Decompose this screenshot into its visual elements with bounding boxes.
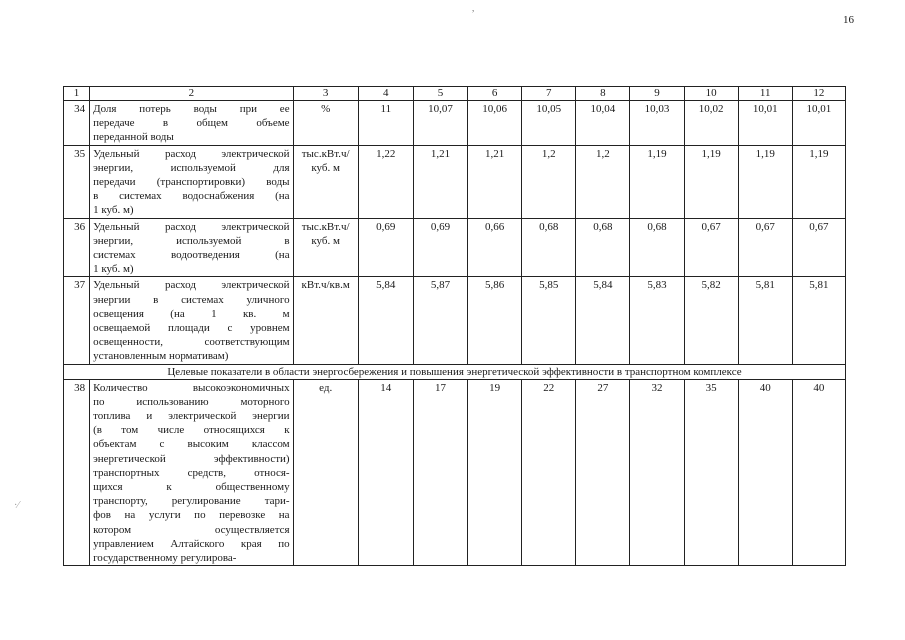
indicator-name-line: фов на услуги по перевозке на xyxy=(93,509,290,522)
unit-cell xyxy=(293,101,358,146)
column-number-cell: 9 xyxy=(630,87,684,101)
value-cell: 1,19 xyxy=(630,145,684,218)
value-cell: 5,85 xyxy=(522,277,576,364)
indicator-name-line: Удельный расход электрической xyxy=(93,147,290,160)
indicator-name-line: Количество высокоэкономичных xyxy=(93,381,290,394)
indicator-name-cell xyxy=(90,101,294,146)
value-cell: 40 xyxy=(738,379,792,566)
indicator-name-cell xyxy=(90,379,294,566)
value-cell: 0,67 xyxy=(738,218,792,277)
indicator-name-line: котором осуществляется xyxy=(93,523,290,536)
value-cell: 10,01 xyxy=(738,101,792,146)
indicator-name-line: энергии, используемой в xyxy=(93,234,290,247)
indicator-name-line: в системах водоснабжения (на xyxy=(93,190,290,203)
value-cell: 1,21 xyxy=(468,145,522,218)
value-cell: 1,22 xyxy=(358,145,413,218)
indicator-name-line: системах водоотведения (на xyxy=(93,249,290,262)
unit-line: % xyxy=(321,103,331,115)
section-header-row xyxy=(64,364,846,379)
indicator-name-line: топлива и электрической энергии xyxy=(93,410,290,423)
value-cell: 5,81 xyxy=(792,277,845,364)
column-number-cell: 1 xyxy=(64,87,90,101)
indicator-name-line: энергии в системах уличного xyxy=(93,293,290,306)
value-cell: 17 xyxy=(413,379,467,566)
value-cell: 5,83 xyxy=(630,277,684,364)
indicator-name-line: щихся к общественному xyxy=(93,481,290,494)
indicator-name-line: энергии, используемой для xyxy=(93,161,290,174)
indicator-name-line: освещенности, соответствующим xyxy=(93,336,290,349)
column-number-row xyxy=(64,87,846,101)
row-number-cell: 34 xyxy=(64,101,90,146)
value-cell: 32 xyxy=(630,379,684,566)
unit-line: куб. м xyxy=(311,234,340,247)
column-number-cell: 11 xyxy=(738,87,792,101)
row-number-cell: 38 xyxy=(64,379,90,566)
indicator-name-line: энергетической эффективности) xyxy=(93,452,290,465)
indicator-name-line: (в том числе относящихся к xyxy=(93,424,290,437)
value-cell: 1,21 xyxy=(413,145,467,218)
value-cell: 5,82 xyxy=(684,277,738,364)
row-number-cell: 37 xyxy=(64,277,90,364)
indicators-table xyxy=(63,86,846,566)
indicator-name-line: по использованию моторного xyxy=(93,395,290,408)
value-cell: 14 xyxy=(358,379,413,566)
value-cell: 22 xyxy=(522,379,576,566)
value-cell: 5,86 xyxy=(468,277,522,364)
value-cell: 5,81 xyxy=(738,277,792,364)
indicator-name-line: переданной воды xyxy=(93,131,174,144)
value-cell: 10,05 xyxy=(522,101,576,146)
scan-tick-mark: , xyxy=(472,3,475,13)
indicator-name-line: установленным нормативам) xyxy=(93,350,229,363)
column-number-cell: 7 xyxy=(522,87,576,101)
column-number-cell: 5 xyxy=(413,87,467,101)
value-cell: 5,84 xyxy=(358,277,413,364)
value-cell: 10,02 xyxy=(684,101,738,146)
value-cell: 1,2 xyxy=(522,145,576,218)
column-number-cell: 10 xyxy=(684,87,738,101)
unit-cell xyxy=(293,277,358,364)
indicator-name-line: освещаемой площади с уровнем xyxy=(93,322,290,335)
value-cell: 1,19 xyxy=(792,145,845,218)
value-cell: 10,01 xyxy=(792,101,845,146)
indicator-name-line: 1 куб. м) xyxy=(93,263,134,276)
column-number-cell: 12 xyxy=(792,87,845,101)
table-row xyxy=(64,145,846,218)
unit-line: тыс.кВт.ч/ xyxy=(301,220,350,233)
value-cell: 0,67 xyxy=(792,218,845,277)
unit-cell xyxy=(293,218,358,277)
indicator-name-line: транспортных средств, относя- xyxy=(93,466,290,479)
value-cell: 11 xyxy=(358,101,413,146)
value-cell: 40 xyxy=(792,379,845,566)
value-cell: 5,87 xyxy=(413,277,467,364)
column-number-cell: 2 xyxy=(90,87,294,101)
value-cell: 0,67 xyxy=(684,218,738,277)
unit-line: кВт.ч/кв.м xyxy=(301,279,350,292)
value-cell: 0,68 xyxy=(630,218,684,277)
unit-line: куб. м xyxy=(311,161,340,174)
table-row xyxy=(64,218,846,277)
value-cell: 10,03 xyxy=(630,101,684,146)
indicator-name-line: передаче в общем объеме xyxy=(93,117,290,130)
section-title: Целевые показатели в области энергосбережения и повышения энергетической эффективности в транспортном комплексе xyxy=(64,364,846,379)
value-cell: 19 xyxy=(468,379,522,566)
indicator-name-line: передачи (транспортировки) воды xyxy=(93,176,290,189)
scan-speck: ·⁄ xyxy=(14,500,19,511)
value-cell: 0,69 xyxy=(413,218,467,277)
row-number-cell: 36 xyxy=(64,218,90,277)
indicator-name-cell xyxy=(90,277,294,364)
value-cell: 10,04 xyxy=(576,101,630,146)
value-cell: 10,06 xyxy=(468,101,522,146)
indicator-name-line: освещения (на 1 кв. м xyxy=(93,307,290,320)
value-cell: 0,69 xyxy=(358,218,413,277)
table-row xyxy=(64,101,846,146)
value-cell: 1,19 xyxy=(684,145,738,218)
value-cell: 1,19 xyxy=(738,145,792,218)
value-cell: 35 xyxy=(684,379,738,566)
column-number-cell: 3 xyxy=(293,87,358,101)
column-number-cell: 4 xyxy=(358,87,413,101)
value-cell: 0,66 xyxy=(468,218,522,277)
value-cell: 0,68 xyxy=(576,218,630,277)
unit-cell xyxy=(293,145,358,218)
indicator-name-cell xyxy=(90,145,294,218)
indicator-name-line: Доля потерь воды при ее xyxy=(93,103,290,115)
unit-line: ед. xyxy=(319,381,333,394)
page-number: 16 xyxy=(843,14,854,26)
value-cell: 5,84 xyxy=(576,277,630,364)
value-cell: 10,07 xyxy=(413,101,467,146)
indicator-name-line: Удельный расход электрической xyxy=(93,220,290,233)
indicator-name-line: транспорту, регулирование тари- xyxy=(93,495,290,508)
value-cell: 1,2 xyxy=(576,145,630,218)
column-number-cell: 6 xyxy=(468,87,522,101)
indicator-name-line: управлением Алтайского края по xyxy=(93,537,290,550)
column-number-cell: 8 xyxy=(576,87,630,101)
value-cell: 27 xyxy=(576,379,630,566)
table-row xyxy=(64,379,846,566)
indicator-name-line: Удельный расход электрической xyxy=(93,279,290,292)
row-number-cell: 35 xyxy=(64,145,90,218)
indicator-name-line: государственному регулирова- xyxy=(93,552,237,565)
indicator-name-line: объектам с высоким классом xyxy=(93,438,290,451)
value-cell: 0,68 xyxy=(522,218,576,277)
indicator-name-line: 1 куб. м) xyxy=(93,204,134,217)
unit-cell xyxy=(293,379,358,566)
unit-line: тыс.кВт.ч/ xyxy=(301,147,350,160)
indicator-name-cell xyxy=(90,218,294,277)
table-row xyxy=(64,277,846,364)
